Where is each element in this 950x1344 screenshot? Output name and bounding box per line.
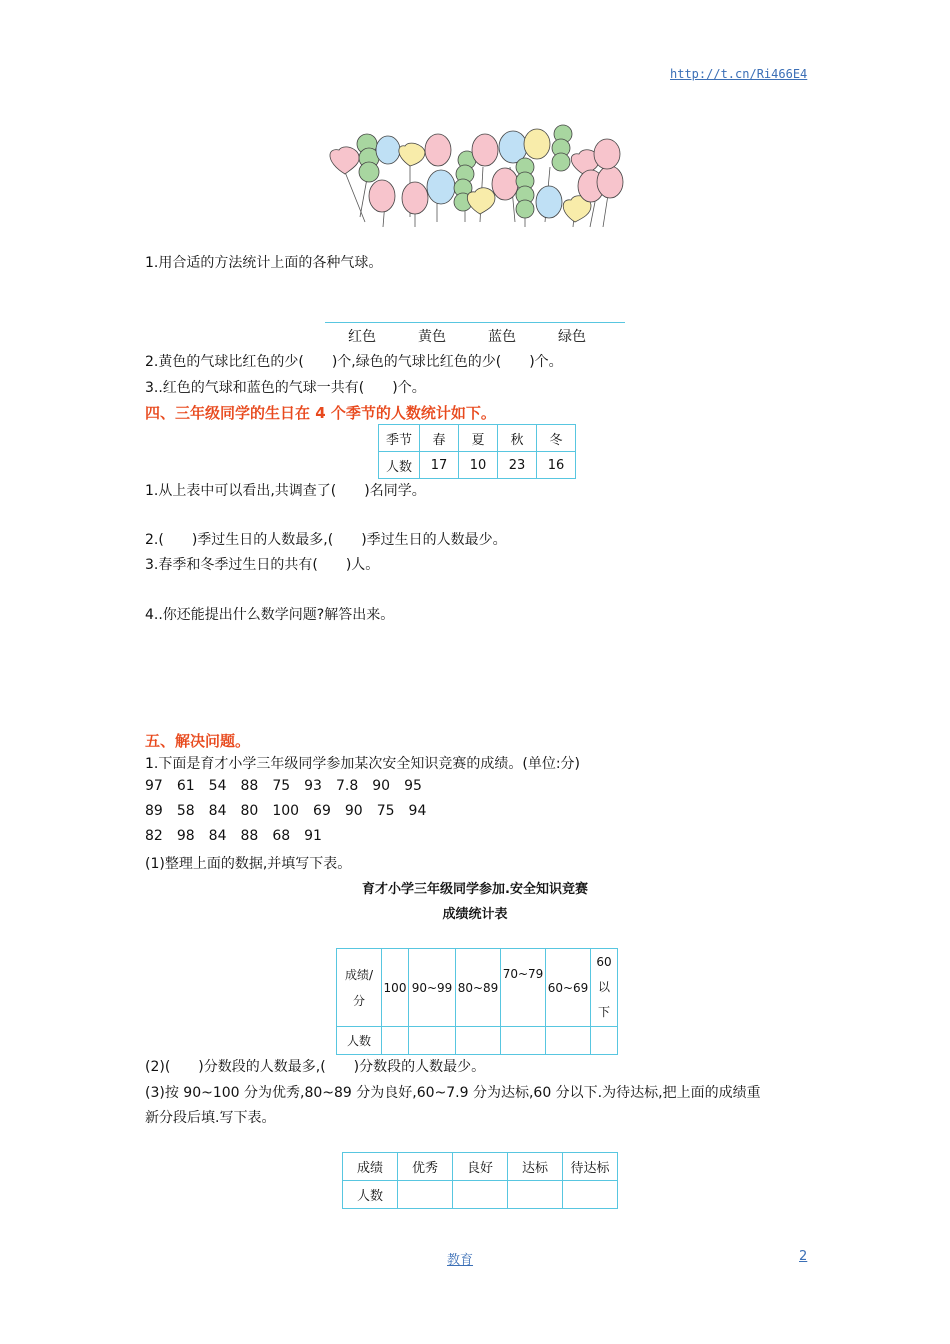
table-row (343, 1153, 618, 1181)
season-question-2: 2.( )季过生日的人数最多,( )季过生日的人数最少。 (145, 532, 507, 548)
balloons-illustration (325, 122, 630, 232)
table-row (343, 1181, 618, 1209)
score: 88 (240, 778, 259, 794)
score: 98 (176, 828, 195, 844)
scores-row-2 (145, 803, 440, 819)
contest-sub-2: (2)( )分数段的人数最多,( )分数段的人数最少。 (145, 1059, 486, 1075)
empty-cell (456, 1027, 501, 1055)
season-autumn: 秋 (498, 425, 537, 452)
contest-sub-3-line1: (3)按 90~100 分为优秀,80~89 分为良好,60~7.9 分为达标,60 分以下.为待达标,把上面的成绩重 (145, 1085, 761, 1101)
score: 58 (176, 803, 195, 819)
score: 100 (272, 803, 300, 819)
count-label: 人数 (379, 452, 420, 479)
season-question-1: 1.从上表中可以看出,共调查了( )名同学。 (145, 483, 426, 499)
empty-cell (508, 1181, 563, 1209)
score: 95 (404, 778, 422, 794)
grade-excellent: 优秀 (398, 1153, 453, 1181)
season-summer: 夏 (459, 425, 498, 452)
score-count-label: 人数 (337, 1027, 382, 1055)
contest-question-1: 1.下面是育才小学三年级同学参加某次安全知识竞赛的成绩。(单位:分) (145, 756, 580, 772)
balloon-question-2: 2.黄色的气球比红色的少( )个,绿色的气球比红色的少( )个。 (145, 354, 563, 370)
empty-cell (546, 1027, 591, 1055)
score-header-label-b: 分 (352, 993, 365, 1008)
score: 68 (272, 828, 291, 844)
table-row (379, 425, 576, 452)
grade-pass: 达标 (508, 1153, 563, 1181)
score: 90 (344, 803, 363, 819)
axis-label-red: 红色 (348, 329, 376, 345)
score: 89 (145, 803, 163, 819)
score: 91 (304, 828, 322, 844)
footer-link[interactable]: 教育 (447, 1253, 474, 1268)
score: 7.8 (335, 778, 359, 794)
contest-sub-1: (1)整理上面的数据,并填写下表。 (145, 856, 352, 872)
score-header-label (337, 949, 382, 1027)
score-header-label-a: 成绩/ (344, 967, 374, 982)
scores-row-1 (145, 778, 436, 794)
count-autumn: 23 (498, 452, 537, 479)
score: 90 (372, 778, 391, 794)
scores-row-3 (145, 828, 336, 844)
col-below-60-a: 60 (596, 955, 612, 969)
score: 97 (145, 778, 163, 794)
col-80-89: 80~89 (456, 949, 501, 1027)
score-range-table (336, 948, 618, 1055)
axis-label-green: 绿色 (558, 329, 586, 345)
balloon-axis-line (325, 322, 625, 323)
col-70-79: 70~79 (501, 949, 546, 1027)
score: 82 (145, 828, 163, 844)
season-spring: 春 (420, 425, 459, 452)
score: 75 (272, 778, 291, 794)
balloon-question-1: 1.用合适的方法统计上面的各种气球。 (145, 255, 383, 271)
score: 94 (408, 803, 427, 819)
table-row (337, 949, 618, 1027)
header-url[interactable]: http://t.cn/Ri466E4 (670, 67, 808, 81)
col-100: 100 (382, 949, 409, 1027)
count-spring: 17 (420, 452, 459, 479)
score: 84 (208, 803, 227, 819)
section4-title: 四、三年级同学的生日在 4 个季节的人数统计如下。 (145, 404, 496, 422)
score-table-title-1: 育才小学三年级同学参加.安全知识竞赛 (362, 882, 588, 897)
table-row (379, 452, 576, 479)
col-60-69: 60~69 (546, 949, 591, 1027)
score: 84 (208, 828, 227, 844)
score: 88 (240, 828, 259, 844)
axis-label-yellow: 黄色 (418, 329, 446, 345)
count-winter: 16 (537, 452, 576, 479)
col-below-60-c: 下 (597, 1005, 610, 1019)
season-question-4: 4..你还能提出什么数学问题?解答出来。 (145, 607, 395, 623)
grade-count-label: 人数 (343, 1181, 398, 1209)
balloon-question-3: 3..红色的气球和蓝色的气球一共有( )个。 (145, 380, 426, 396)
page-number: 2 (799, 1249, 808, 1264)
empty-cell (591, 1027, 618, 1055)
score: 93 (304, 778, 322, 794)
empty-cell (398, 1181, 453, 1209)
season-header-label: 季节 (379, 425, 420, 452)
grade-table (342, 1152, 618, 1209)
col-90-99: 90~99 (409, 949, 456, 1027)
col-below-60 (591, 949, 618, 1027)
empty-cell (382, 1027, 409, 1055)
season-question-3: 3.春季和冬季过生日的共有( )人。 (145, 557, 380, 573)
season-table (378, 424, 576, 479)
score: 75 (376, 803, 395, 819)
pink-heart-balloon (330, 147, 359, 174)
section5-title: 五、解决问题。 (145, 732, 251, 750)
score: 80 (240, 803, 259, 819)
empty-cell (409, 1027, 456, 1055)
col-below-60-b: 以 (597, 980, 610, 994)
score-table-title-2: 成绩统计表 (442, 907, 508, 922)
empty-cell (501, 1027, 546, 1055)
table-row (337, 1027, 618, 1055)
empty-cell (453, 1181, 508, 1209)
score: 54 (208, 778, 227, 794)
season-winter: 冬 (537, 425, 576, 452)
grade-header-label: 成绩 (343, 1153, 398, 1181)
grade-good: 良好 (453, 1153, 508, 1181)
grade-needs-work: 待达标 (563, 1153, 618, 1181)
empty-cell (563, 1181, 618, 1209)
score: 69 (313, 803, 331, 819)
contest-sub-3-line2: 新分段后填.写下表。 (145, 1110, 276, 1126)
score: 61 (176, 778, 195, 794)
count-summer: 10 (459, 452, 498, 479)
axis-label-blue: 蓝色 (488, 329, 516, 345)
